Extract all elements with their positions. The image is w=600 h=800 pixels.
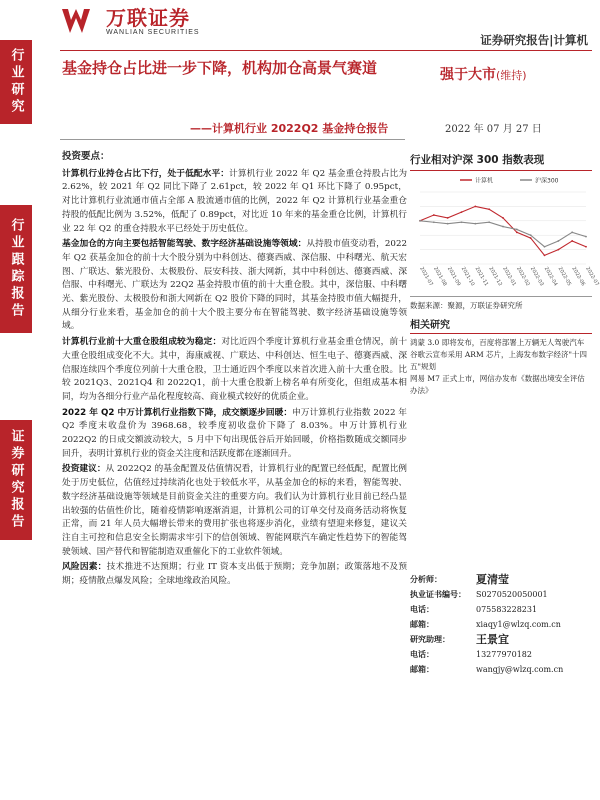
analyst-name: 夏清莹: [476, 573, 509, 586]
rating-value: 强于大市: [440, 67, 496, 83]
data-point: [544, 246, 546, 248]
email-label: 邮箱：: [410, 620, 434, 629]
data-point: [461, 211, 463, 213]
sidebar-tag-industry-tracking: 行业跟踪报告: [0, 205, 32, 333]
data-point: [530, 234, 532, 236]
email-row: [410, 617, 592, 632]
rating: [440, 64, 527, 84]
data-point: [474, 223, 476, 225]
brand-name-en: WANLIAN SECURITIES: [106, 28, 200, 36]
data-point: [447, 223, 449, 225]
data-point: [516, 231, 518, 233]
report-date: 2022 年 07 月 27 日: [445, 124, 542, 135]
title-divider: [60, 139, 405, 140]
data-point: [502, 226, 504, 228]
data-point: [585, 236, 587, 238]
header-divider: [60, 50, 592, 51]
cert-row: [410, 587, 592, 602]
assistant-email[interactable]: wangjy@wlzq.com.cn: [476, 665, 564, 674]
phone-label: 电话：: [410, 605, 434, 614]
assistant-phone-row: [410, 647, 592, 662]
assistant-name: 王景宜: [476, 633, 509, 646]
related-title: 相关研究: [410, 316, 592, 334]
related-item: 网易 M7 正式上市，网信办发布《数据出境安全评估办法》: [410, 374, 585, 395]
paragraph-lead: 2022 年 Q2 中万计算机行业指数下降，成交额逐步回暖：: [62, 407, 293, 418]
paragraph: [62, 336, 407, 405]
sidebar-tag-securities-report: 证券研究报告: [0, 420, 32, 540]
x-tick-label: 2022-07: [584, 266, 600, 288]
data-point: [585, 246, 587, 248]
data-point: [433, 214, 435, 216]
report-subtitle: ——计算机行业 2022Q2 基金持仓报告: [190, 122, 389, 135]
data-point: [488, 208, 490, 210]
x-tick-label: 2021-09: [445, 266, 462, 288]
cert-label: 执业证书编号：: [410, 590, 466, 599]
data-point: [557, 240, 559, 242]
related-item: 鸿蒙 3.0 即将发布，百度将部署上万辆无人驾驶汽车: [410, 338, 585, 347]
series-line: [420, 206, 586, 255]
analyst-phone: 075583228231: [476, 605, 538, 614]
paragraph-text: 申万计算机行业指数 2022 年 Q2 季度末收盘价为 3968.68，较季度初收盘价下降了 8.03%。申万计算机行业 2022Q2 的日成交额波动较大，5 月中下旬出现低谷后开始回暖，价格指数随成交额同步回升，表明计算机行业的资金关注度和活跃度都在逐渐回升。: [62, 407, 407, 459]
data-point: [461, 221, 463, 223]
wanlian-logo-icon: [60, 6, 100, 36]
data-point: [447, 217, 449, 219]
x-tick-label: 2022-05: [556, 266, 573, 288]
x-tick-label: 2022-01: [501, 266, 517, 288]
phone-label: 电话：: [410, 650, 434, 659]
paragraph: [62, 463, 407, 559]
paragraph-text: 技术推进不达预期；行业 IT 资本支出低于预期；竞争加剧；政策落地不及预期；疫情散点爆发风险；全球地缘政治风险。: [62, 562, 408, 587]
data-point: [530, 237, 532, 239]
paragraph-text: 计算机行业 2022 年 Q2 基金重仓持股占比为 2.62%，较 2021 年 Q2 同比下降了 2.61pct，较 2022 年 Q1 环比下降了 0.95pct，对比计算机行业流通市值占全部 A 股流通市值的比例，2022 年 Q2 计算机行业基金重仓持股的低配比例为 3.52%，低配了 0.89pct，对比近 10 年来的基金重仓比例，计算机行业 22 年 Q2 的重仓持股水平已经处于历史低位。: [62, 168, 408, 234]
chart-title: 行业相对沪深 300 指数表现: [410, 152, 592, 171]
paragraph-text: 从 2022Q2 的基金配置及估值情况看，计算机行业的配置已经低配，配置比例处于历史低位，估值经过持续消化也处于较低水平，从基金加仓的标的来看，智能驾驶、数字经济基础设施等领域是目前资金关注的重要方向。我们认为计算机行业目前已经凸显出较强的估值性价比，随着疫情影响逐渐消退，计算机公司的订单交付及商务活动将恢复正常，而 21 年人员大幅增长带来的费用扩张也将逐步消化，业绩有望迎来修复，建议关注自主可控和信息安全长期需求牢引下的信创领域、智能网联汽车确定性趋势下的智能驾驶领域、国产替代和智能制造双重催化下的工业软件领域。: [62, 464, 407, 557]
x-tick-label: 2022-06: [570, 266, 587, 288]
analyst-info: [410, 572, 592, 677]
report-category: 证券研究报告|计算机: [480, 33, 588, 47]
assistant-email-row: [410, 662, 592, 677]
analyst-email[interactable]: xiaqy1@wlzq.com.cn: [476, 620, 561, 629]
paragraph-text: 从持股市值变动看，2022 年 Q2 获基金加仓的前十大个股分别为中科创达、德赛西威、深信服、中科曙光、航天宏图、广联达、紫光股份、太极股份、辰安科技、浙大网新，其中中科创达、德赛西威、深信服、中科曙光、广联达为 22Q2 基金持股市值的前十大重仓股。其中，深信服、中科曙光、紫光股份、太极股份和浙大网新在 Q2 股价下降的同时，其基金持股市值大幅提升，从细分行业来看，基金加仓的前十大个股主要分布在智能驾驶、数字经济基础设施等领域。: [62, 239, 408, 332]
x-tick-label: 2021-12: [487, 266, 504, 288]
data-point: [557, 249, 559, 251]
x-tick-label: 2021-08: [432, 266, 448, 288]
assistant-phone: 13277970182: [476, 650, 532, 659]
data-point: [433, 221, 435, 223]
data-point: [516, 229, 518, 231]
legend-label: 沪深300: [535, 177, 559, 185]
paragraph-lead: 计算机行业前十大重仓股组成较为稳定：: [62, 337, 222, 348]
cert-number: S0270520050001: [476, 590, 548, 599]
paragraph: [62, 168, 407, 237]
data-point: [488, 221, 490, 223]
paragraph-lead: 基金加仓的方向主要包括智能驾驶、数字经济基础设施等领域：: [62, 239, 307, 250]
data-point: [474, 206, 476, 208]
chart-source: 数据来源：聚源，万联证券研究所: [410, 296, 592, 311]
data-point: [571, 240, 573, 242]
assistant-row: [410, 632, 592, 647]
x-tick-label: 2022-04: [542, 266, 559, 288]
paragraph-lead: 风险因素：: [62, 562, 107, 573]
paragraph-lead: 计算机行业持仓占比下行，处于低配水平：: [62, 168, 230, 179]
rating-note: (维持): [496, 69, 527, 82]
phone-row: [410, 602, 592, 617]
report-title: 基金持仓占比进一步下降，机构加仓高景气赛道: [62, 59, 378, 77]
sidebar: [0, 0, 40, 800]
analyst-label: 分析师：: [410, 575, 442, 584]
paragraph: [62, 561, 407, 588]
x-tick-label: 2021-07: [418, 266, 434, 288]
related-research: [410, 316, 592, 397]
brand-name-cn: 万联证券: [106, 5, 190, 30]
x-tick-label: 2021-11: [473, 266, 490, 288]
paragraph: [62, 238, 407, 334]
related-item: 谷歌云宣布采用 ARM 芯片，上海发布数字经济"十四五"规划: [410, 350, 587, 371]
data-point: [544, 254, 546, 256]
investment-highlights: [62, 150, 407, 591]
x-tick-label: 2022-03: [528, 266, 545, 288]
data-point: [419, 220, 421, 222]
performance-chart: [410, 172, 600, 292]
assistant-label: 研究助理：: [410, 635, 450, 644]
analyst-row: [410, 572, 592, 587]
series-line: [420, 221, 586, 247]
x-tick-label: 2021-10: [459, 266, 476, 288]
data-point: [502, 217, 504, 219]
data-point: [571, 231, 573, 233]
brand-logo: [60, 6, 200, 36]
legend-label: 计算机: [475, 177, 494, 185]
paragraph-text: 对比近四个季度计算机行业基金重仓情况，前十大重仓股组成变化不大。其中，海康威视、广联达、中科创达、恒生电子、德赛西威、深信服连续四个季度位列前十大重仓股，卫士通近四个季度以来首次进入前十大重仓股。比较 2021Q3、2021Q4 和 2022Q1，前十大重仓股新上榜名单有所变化，但组成基本相同，均为各细分行业产品化程度较高、商业模式较好的优质企业。: [62, 337, 408, 402]
paragraph: [62, 407, 407, 462]
sidebar-tag-industry-research: 行业研究: [0, 40, 32, 124]
email-label: 邮箱：: [410, 665, 434, 674]
highlights-heading: 投资要点：: [62, 151, 110, 162]
paragraph-lead: 投资建议：: [62, 464, 106, 475]
x-tick-label: 2022-02: [515, 266, 531, 288]
